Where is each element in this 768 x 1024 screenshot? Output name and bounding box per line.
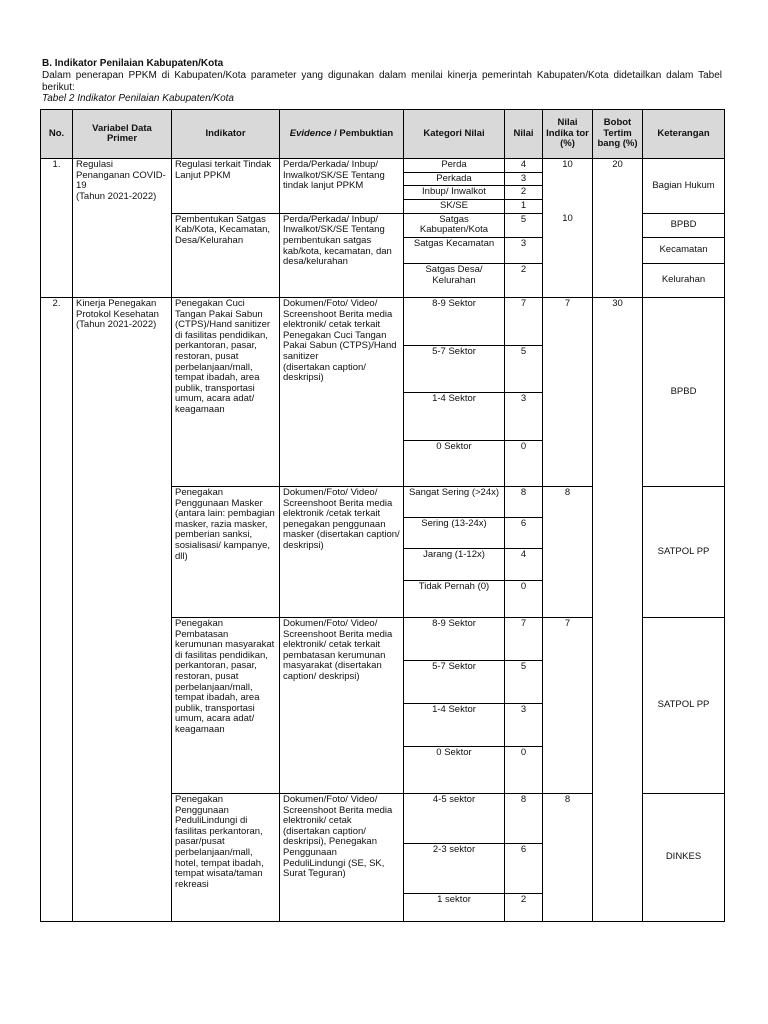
indikator-cell: Regulasi terkait Tindak Lanjut PPKM	[172, 159, 280, 214]
evidence-cell: Dokumen/Foto/ Video/ Screenshoot Berita media elektronik/ cetak terkait Penegakan Cuci Tangan Pakai Sabun (CTPS)/Hand sanitizer (disertakan caption/ deskripsi)	[280, 297, 404, 486]
nilai-cell: 5	[505, 213, 543, 237]
kategori-cell: 8-9 Sektor	[404, 297, 505, 345]
keterangan-cell: BPBD	[643, 213, 725, 237]
nilai-indikator-cell: 7	[543, 297, 593, 486]
nilai-cell: 4	[505, 159, 543, 173]
nilai-indikator-cell: 10	[543, 213, 593, 297]
kategori-cell: Perda	[404, 159, 505, 173]
intro-paragraph: Dalam penerapan PPKM di Kabupaten/Kota parameter yang digunakan dalam menilai kinerja pemerintah Kabupaten/Kota didetailkan dalam Tabel berikut:	[42, 70, 722, 93]
kategori-cell: Sering (13-24x)	[404, 517, 505, 548]
keterangan-cell: BPBD	[643, 297, 725, 486]
variabel-cell: Kinerja Penegakan Protokol Kesehatan (Tahun 2021-2022)	[73, 297, 172, 921]
header-no: No.	[41, 110, 73, 159]
nilai-indikator-cell: 8	[543, 793, 593, 921]
kategori-cell: Tidak Pernah (0)	[404, 580, 505, 617]
kategori-cell: 1-4 Sektor	[404, 703, 505, 746]
evidence-cell: Perda/Perkada/ Inbup/ Inwalkot/SK/SE Tentang pembentukan satgas kab/kota, kecamatan, dan desa/kelurahan	[280, 213, 404, 297]
kategori-cell: Sangat Sering (>24x)	[404, 486, 505, 517]
row-number: 1.	[41, 159, 73, 298]
variabel-cell: Regulasi Penanganan COVID-19 (Tahun 2021-2022)	[73, 159, 172, 298]
table-row	[41, 297, 725, 345]
keterangan-cell: Kelurahan	[643, 263, 725, 297]
evidence-cell: Dokumen/Foto/ Video/ Screenshoot Berita media elektronik/ cetak (disertakan caption/ deskripsi), Penegakan Penggunaan PeduliLindungi (SE, SK, Surat Teguran)	[280, 793, 404, 921]
kategori-cell: 0 Sektor	[404, 746, 505, 793]
nilai-cell: 6	[505, 843, 543, 893]
indikator-cell: Penegakan Cuci Tangan Pakai Sabun (CTPS)/Hand sanitizer di fasilitas pendidikan, perkantoran, pasar, restoran, pusat perbelanjaan/mall, tempat ibadah, area publik, transportasi umum, acara adat/ keagamaan	[172, 297, 280, 486]
header-variabel: Variabel Data Primer	[73, 110, 172, 159]
nilai-cell: 8	[505, 486, 543, 517]
kategori-cell: Jarang (1-12x)	[404, 548, 505, 580]
nilai-cell: 0	[505, 746, 543, 793]
kategori-cell: 4-5 sektor	[404, 793, 505, 843]
bobot-cell: 20	[593, 159, 643, 298]
nilai-cell: 5	[505, 345, 543, 392]
header-nilai: Nilai	[505, 110, 543, 159]
indicator-table	[40, 109, 725, 922]
indikator-cell: Penegakan Penggunaan PeduliLindungi di fasilitas perkantoran, pasar/pusat perbelanjaan/mall, hotel, tempat ibadah, tempat wisata/taman rekreasi	[172, 793, 280, 921]
kategori-cell: 1 sektor	[404, 893, 505, 921]
header-nilai-indikator: Nilai Indika tor (%)	[543, 110, 593, 159]
keterangan-cell: SATPOL PP	[643, 617, 725, 793]
evidence-cell: Dokumen/Foto/ Video/ Screenshoot Berita media elektronik /cetak terkait penegakan penggunaan masker (disertakan caption/ deskripsi)	[280, 486, 404, 617]
table-caption: Tabel 2 Indikator Penilaian Kabupaten/Kota	[42, 93, 234, 104]
header-keterangan: Keterangan	[643, 110, 725, 159]
keterangan-cell: Bagian Hukum	[643, 159, 725, 214]
indikator-cell: Penegakan Pembatasan kerumunan masyarakat di fasilitas pendidikan, perkantoran, pasar, restoran, pusat perbelanjaan/mall, tempat ibadah, area publik, transportasi umum, acara adat/ keagamaan	[172, 617, 280, 793]
kategori-cell: 5-7 Sektor	[404, 345, 505, 392]
nilai-indikator-cell: 10	[543, 159, 593, 214]
header-indikator: Indikator	[172, 110, 280, 159]
kategori-cell: Satgas Kabupaten/Kota	[404, 213, 505, 237]
nilai-cell: 3	[505, 237, 543, 263]
nilai-cell: 0	[505, 580, 543, 617]
kategori-cell: Perkada	[404, 172, 505, 186]
header-kategori: Kategori Nilai	[404, 110, 505, 159]
nilai-cell: 1	[505, 199, 543, 213]
nilai-cell: 4	[505, 548, 543, 580]
kategori-cell: 2-3 sektor	[404, 843, 505, 893]
kategori-cell: Inbup/ Inwalkot	[404, 186, 505, 200]
bobot-cell: 30	[593, 297, 643, 921]
table-header-row	[41, 110, 725, 159]
nilai-cell: 2	[505, 263, 543, 297]
nilai-cell: 3	[505, 392, 543, 440]
kategori-cell: Satgas Desa/ Kelurahan	[404, 263, 505, 297]
nilai-cell: 8	[505, 793, 543, 843]
kategori-cell: 1-4 Sektor	[404, 392, 505, 440]
evidence-cell: Perda/Perkada/ Inbup/ Inwalkot/SK/SE Tentang tindak lanjut PPKM	[280, 159, 404, 214]
keterangan-cell: Kecamatan	[643, 237, 725, 263]
nilai-cell: 7	[505, 617, 543, 660]
nilai-cell: 5	[505, 660, 543, 703]
nilai-indikator-cell: 7	[543, 617, 593, 793]
nilai-cell: 6	[505, 517, 543, 548]
indikator-cell: Pembentukan Satgas Kab/Kota, Kecamatan, Desa/Kelurahan	[172, 213, 280, 297]
keterangan-cell: SATPOL PP	[643, 486, 725, 617]
nilai-cell: 2	[505, 186, 543, 200]
kategori-cell: 8-9 Sektor	[404, 617, 505, 660]
row-number: 2.	[41, 297, 73, 921]
nilai-cell: 7	[505, 297, 543, 345]
evidence-cell: Dokumen/Foto/ Video/ Screenshoot Berita media elektronik/ cetak terkait pembatasan kerumunan masyarakat (disertakan caption/ deskripsi)	[280, 617, 404, 793]
nilai-cell: 3	[505, 172, 543, 186]
kategori-cell: 0 Sektor	[404, 440, 505, 486]
nilai-indikator-cell: 8	[543, 486, 593, 617]
section-heading: B. Indikator Penilaian Kabupaten/Kota	[42, 58, 224, 69]
nilai-cell: 2	[505, 893, 543, 921]
nilai-cell: 0	[505, 440, 543, 486]
keterangan-cell: DINKES	[643, 793, 725, 921]
indikator-cell: Penegakan Penggunaan Masker (antara lain: pembagian masker, razia masker, pemberian sanksi, sosialisasi/ kampanye, dll)	[172, 486, 280, 617]
nilai-cell: 3	[505, 703, 543, 746]
table-row	[41, 159, 725, 173]
kategori-cell: 5-7 Sektor	[404, 660, 505, 703]
kategori-cell: Satgas Kecamatan	[404, 237, 505, 263]
header-bobot: Bobot Tertim bang (%)	[593, 110, 643, 159]
header-evidence: Evidence / Pembuktian	[280, 110, 404, 159]
kategori-cell: SK/SE	[404, 199, 505, 213]
